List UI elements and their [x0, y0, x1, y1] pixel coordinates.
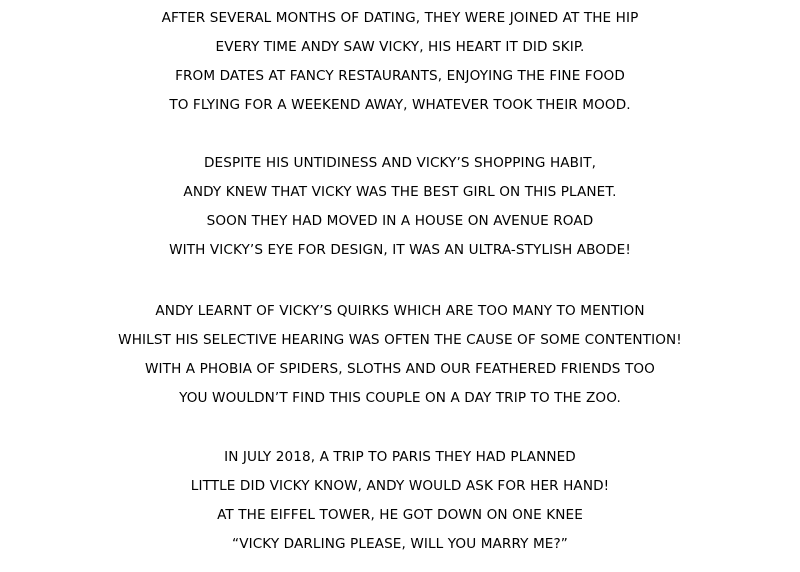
- poem-line: LITTLE DID VICKY KNOW, ANDY WOULD ASK FOR HER HAND!: [190, 478, 610, 494]
- poem-line: TO FLYING FOR A WEEKEND AWAY, WHATEVER TOOK THEIR MOOD.: [169, 97, 631, 113]
- poem-line: SOON THEY HAD MOVED IN A HOUSE ON AVENUE ROAD: [206, 213, 594, 229]
- poem-line: WITH A PHOBIA OF SPIDERS, SLOTHS AND OUR FEATHERED FRIENDS TOO: [145, 361, 655, 377]
- poem-line: DESPITE HIS UNTIDINESS AND VICKY’S SHOPPING HABIT,: [203, 155, 597, 171]
- poem-line: AFTER SEVERAL MONTHS OF DATING, THEY WERE JOINED AT THE HIP: [161, 10, 639, 26]
- poem-line: YOU WOULDN’T FIND THIS COUPLE ON A DAY TRIP TO THE ZOO.: [179, 390, 621, 406]
- poem-line: FROM DATES AT FANCY RESTAURANTS, ENJOYING THE FINE FOOD: [175, 68, 625, 84]
- poem-line: ANDY KNEW THAT VICKY WAS THE BEST GIRL ON THIS PLANET.: [183, 184, 617, 200]
- stanza-2: [0, 149, 800, 265]
- stanza-3: [0, 297, 800, 413]
- poem-line: ANDY LEARNT OF VICKY’S QUIRKS WHICH ARE TOO MANY TO MENTION: [155, 303, 645, 319]
- stanza-4: [0, 443, 800, 559]
- poem-line: EVERY TIME ANDY SAW VICKY, HIS HEART IT DID SKIP.: [215, 39, 585, 55]
- poem-line: WHILST HIS SELECTIVE HEARING WAS OFTEN THE CAUSE OF SOME CONTENTION!: [118, 332, 682, 348]
- poem-line: IN JULY 2018, A TRIP TO PARIS THEY HAD PLANNED: [224, 449, 576, 465]
- poem-line: “VICKY DARLING PLEASE, WILL YOU MARRY ME?”: [232, 536, 568, 552]
- poem-line: WITH VICKY’S EYE FOR DESIGN, IT WAS AN ULTRA-STYLISH ABODE!: [169, 242, 631, 258]
- poem-line: AT THE EIFFEL TOWER, HE GOT DOWN ON ONE KNEE: [217, 507, 583, 523]
- stanza-1: [0, 4, 800, 120]
